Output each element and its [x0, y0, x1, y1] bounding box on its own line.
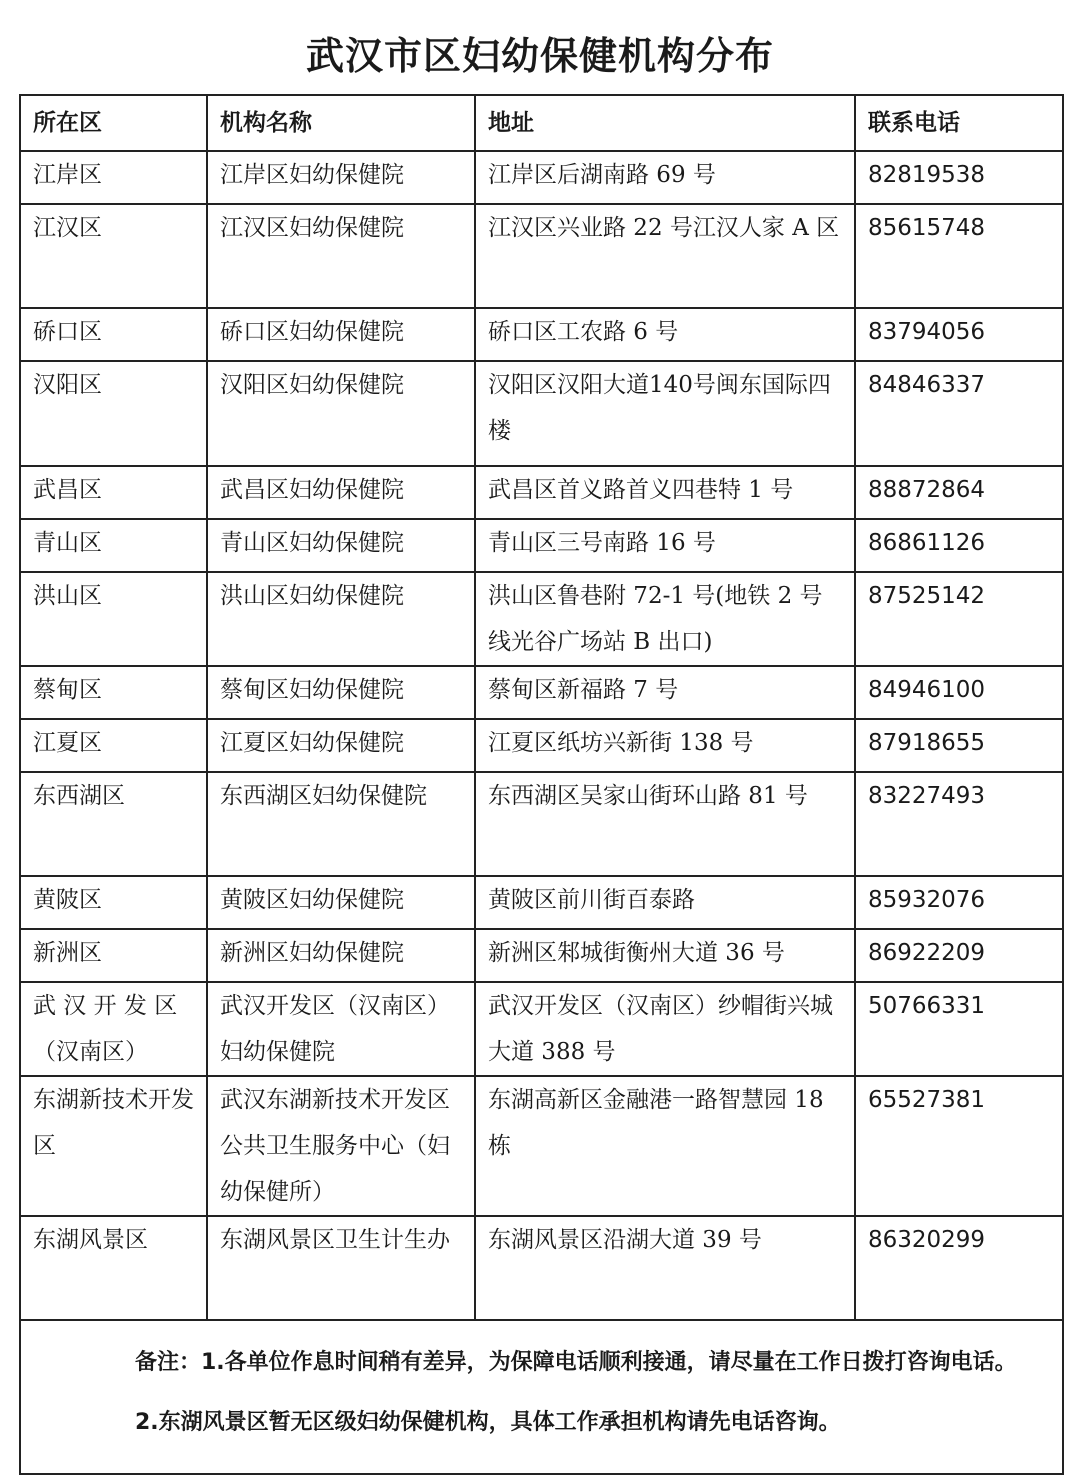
- cell-name: 江夏区妇幼保健院: [207, 719, 475, 772]
- cell-phone: 84846337: [855, 361, 1063, 466]
- cell-address: 江岸区后湖南路 69 号: [475, 151, 855, 204]
- header-name: 机构名称: [207, 95, 475, 151]
- cell-district: 青山区: [20, 519, 207, 572]
- note-line-1: 备注：1.各单位作息时间稍有差异，为保障电话顺利接通，请尽量在工作日拨打咨询电话。: [135, 1350, 1017, 1375]
- cell-phone: 87918655: [855, 719, 1063, 772]
- table-row: [20, 466, 1063, 519]
- notes-row: [20, 1320, 1063, 1474]
- cell-name: 武汉开发区（汉南区）妇幼保健院: [207, 982, 475, 1076]
- notes-cell: [20, 1320, 1063, 1474]
- table-row: [20, 876, 1063, 929]
- cell-address: 东湖高新区金融港一路智慧园 18 栋: [475, 1076, 855, 1216]
- cell-address: 江夏区纸坊兴新街 138 号: [475, 719, 855, 772]
- table-row: [20, 929, 1063, 982]
- cell-phone: 82819538: [855, 151, 1063, 204]
- table-row: [20, 519, 1063, 572]
- cell-name: 武汉东湖新技术开发区公共卫生服务中心（妇幼保健所）: [207, 1076, 475, 1216]
- cell-phone: 83794056: [855, 308, 1063, 361]
- table-header-row: [20, 95, 1063, 151]
- table-row: [20, 982, 1063, 1076]
- cell-district: 黄陂区: [20, 876, 207, 929]
- cell-phone: 86861126: [855, 519, 1063, 572]
- cell-district: 东湖新技术开发区: [20, 1076, 207, 1216]
- cell-address: 武昌区首义路首义四巷特 1 号: [475, 466, 855, 519]
- table-row: [20, 666, 1063, 719]
- header-district: 所在区: [20, 95, 207, 151]
- cell-address: 硚口区工农路 6 号: [475, 308, 855, 361]
- table-row: [20, 204, 1063, 308]
- cell-address: 东湖风景区沿湖大道 39 号: [475, 1216, 855, 1320]
- cell-name: 汉阳区妇幼保健院: [207, 361, 475, 466]
- table-row: [20, 1216, 1063, 1320]
- cell-phone: 50766331: [855, 982, 1063, 1076]
- cell-name: 江岸区妇幼保健院: [207, 151, 475, 204]
- cell-name: 蔡甸区妇幼保健院: [207, 666, 475, 719]
- cell-district: 江岸区: [20, 151, 207, 204]
- cell-name: 东湖风景区卫生计生办: [207, 1216, 475, 1320]
- cell-address: 黄陂区前川街百泰路: [475, 876, 855, 929]
- cell-address: 青山区三号南路 16 号: [475, 519, 855, 572]
- cell-district: 东西湖区: [20, 772, 207, 876]
- cell-district: 汉阳区: [20, 361, 207, 466]
- cell-district: 洪山区: [20, 572, 207, 666]
- cell-phone: 84946100: [855, 666, 1063, 719]
- cell-phone: 85615748: [855, 204, 1063, 308]
- cell-name: 新洲区妇幼保健院: [207, 929, 475, 982]
- cell-address: 新洲区邾城街衡州大道 36 号: [475, 929, 855, 982]
- cell-district: 东湖风景区: [20, 1216, 207, 1320]
- cell-phone: 65527381: [855, 1076, 1063, 1216]
- cell-phone: 86320299: [855, 1216, 1063, 1320]
- cell-address: 东西湖区吴家山街环山路 81 号: [475, 772, 855, 876]
- cell-name: 洪山区妇幼保健院: [207, 572, 475, 666]
- cell-address: 汉阳区汉阳大道140号闽东国际四楼: [475, 361, 855, 466]
- table-row: [20, 572, 1063, 666]
- cell-name: 武昌区妇幼保健院: [207, 466, 475, 519]
- cell-district: 新洲区: [20, 929, 207, 982]
- table-row: [20, 308, 1063, 361]
- cell-district: 蔡甸区: [20, 666, 207, 719]
- cell-phone: 88872864: [855, 466, 1063, 519]
- table-row: [20, 772, 1063, 876]
- cell-district: 江夏区: [20, 719, 207, 772]
- cell-name: 黄陂区妇幼保健院: [207, 876, 475, 929]
- cell-address: 江汉区兴业路 22 号江汉人家 A 区: [475, 204, 855, 308]
- cell-district: 武昌区: [20, 466, 207, 519]
- cell-phone: 87525142: [855, 572, 1063, 666]
- cell-phone: 85932076: [855, 876, 1063, 929]
- cell-name: 东西湖区妇幼保健院: [207, 772, 475, 876]
- header-phone: 联系电话: [855, 95, 1063, 151]
- page-title: 武汉市区妇幼保健机构分布: [305, 34, 774, 78]
- header-address: 地址: [475, 95, 855, 151]
- cell-address: 洪山区鲁巷附 72-1 号(地铁 2 号线光谷广场站 B 出口): [475, 572, 855, 666]
- table-row: [20, 719, 1063, 772]
- cell-district: 江汉区: [20, 204, 207, 308]
- cell-phone: 83227493: [855, 772, 1063, 876]
- cell-address: 武汉开发区（汉南区）纱帽街兴城大道 388 号: [475, 982, 855, 1076]
- table-row: [20, 361, 1063, 466]
- table-row: [20, 151, 1063, 204]
- institution-table: [19, 94, 1064, 1475]
- cell-name: 硚口区妇幼保健院: [207, 308, 475, 361]
- cell-phone: 86922209: [855, 929, 1063, 982]
- cell-name: 江汉区妇幼保健院: [207, 204, 475, 308]
- cell-name: 青山区妇幼保健院: [207, 519, 475, 572]
- note-line-2: 2.东湖风景区暂无区级妇幼保健机构，具体工作承担机构请先电话咨询。: [135, 1410, 841, 1435]
- cell-district: 硚口区: [20, 308, 207, 361]
- cell-address: 蔡甸区新福路 7 号: [475, 666, 855, 719]
- table-row: [20, 1076, 1063, 1216]
- cell-district: 武 汉 开 发 区（汉南区）: [20, 982, 207, 1076]
